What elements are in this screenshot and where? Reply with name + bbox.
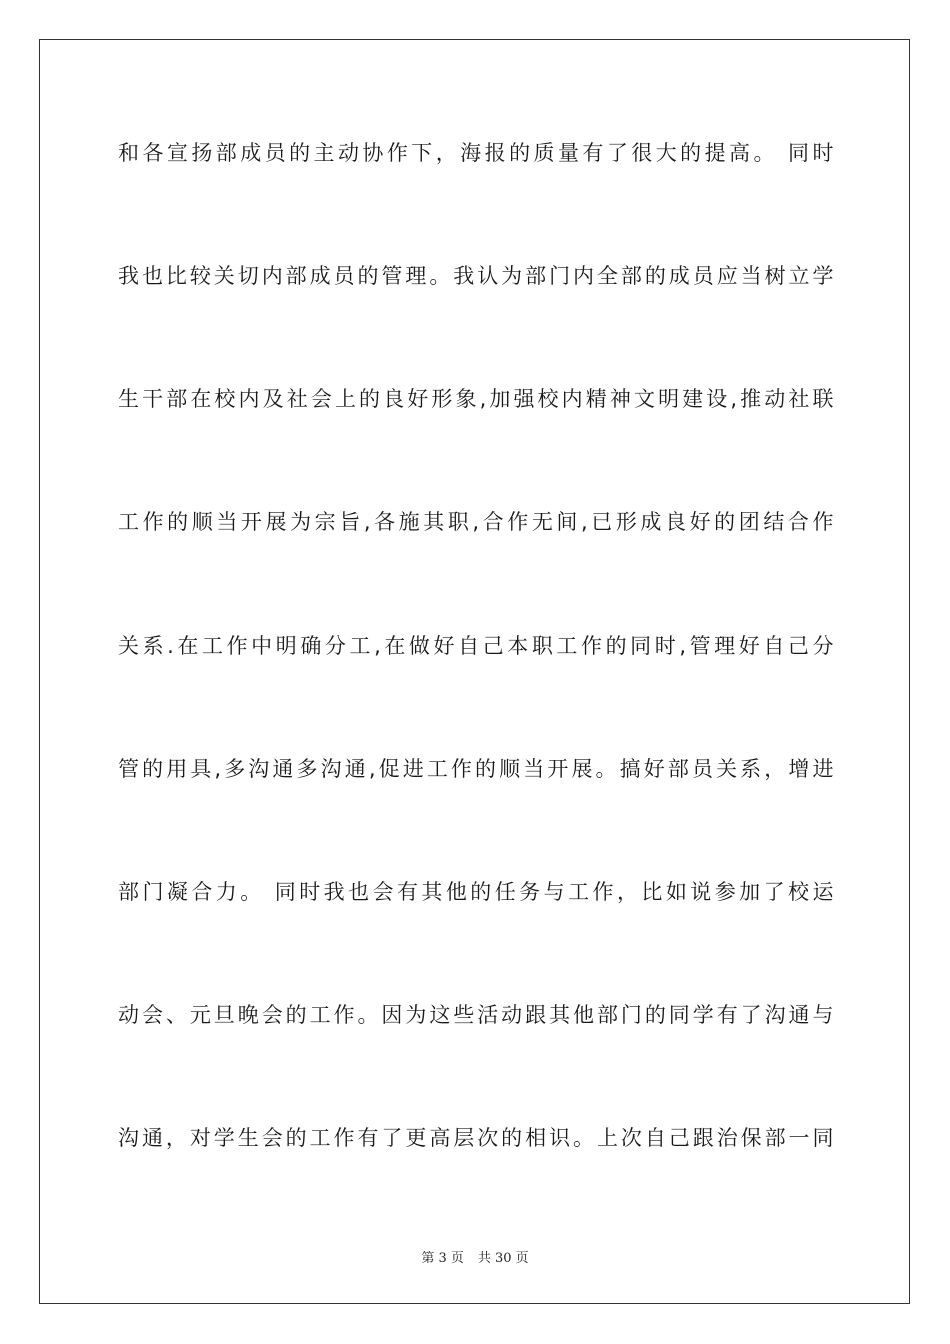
text-line: 动会、元旦晚会的工作。因为这些活动跟其他部门的同学有了沟通与 [118, 1003, 834, 1027]
text-line: 沟通，对学生会的工作有了更高层次的相识。上次自己跟治保部一同 [118, 1126, 834, 1150]
text-line: 和各宣扬部成员的主动协作下，海报的质量有了很大的提高。 同时 [118, 141, 834, 165]
text-line: 生干部在校内及社会上的良好形象,加强校内精神文明建设,推动社联 [118, 387, 834, 411]
text-line: 我也比较关切内部成员的管理。我认为部门内全部的成员应当树立学 [118, 264, 834, 288]
text-line: 关系.在工作中明确分工,在做好自己本职工作的同时,管理好自己分 [118, 634, 834, 658]
page-border [39, 39, 910, 1304]
total-pages: 共 30 页 [477, 1251, 529, 1266]
text-line: 部门凝合力。 同时我也会有其他的任务与工作，比如说参加了校运 [118, 880, 834, 904]
text-line: 工作的顺当开展为宗旨,各施其职,合作无间,已形成良好的团结合作 [118, 510, 834, 534]
page-number: 第 3 页 [421, 1251, 464, 1266]
page-footer [0, 1247, 950, 1266]
text-line: 管的用具,多沟通多沟通,促进工作的顺当开展。搞好部员关系，增进 [118, 757, 834, 781]
